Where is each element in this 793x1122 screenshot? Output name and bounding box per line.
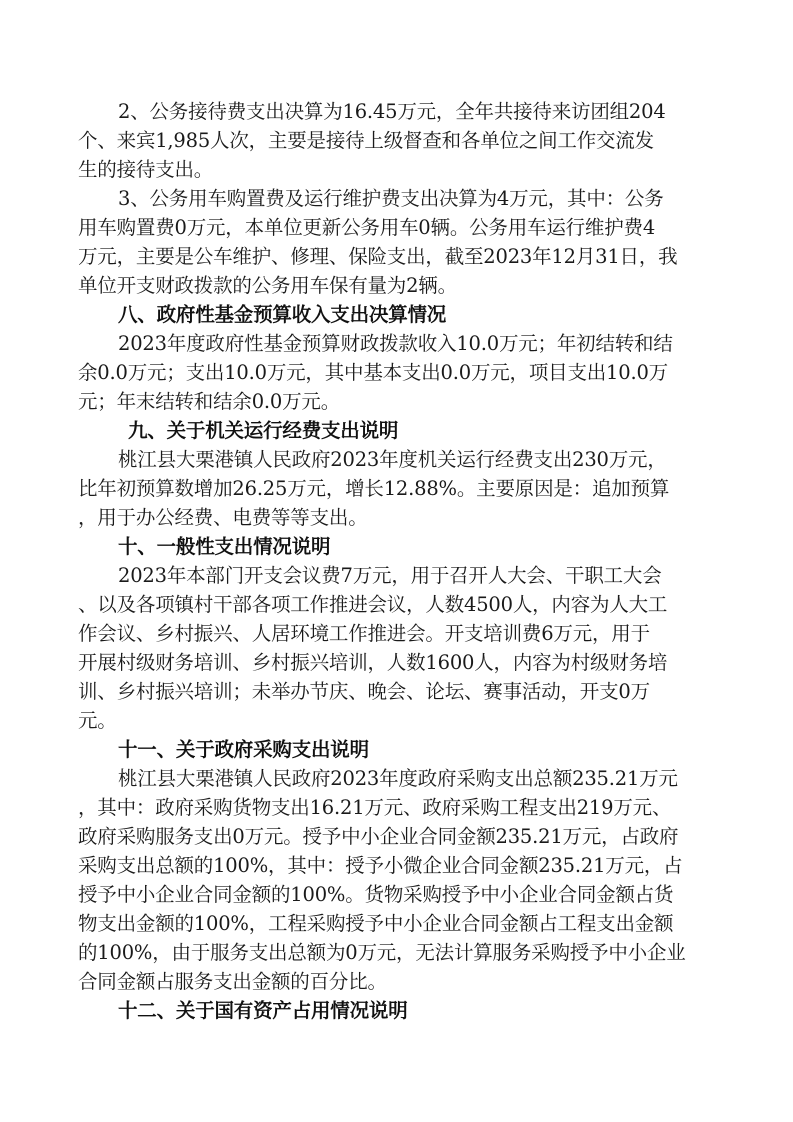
text-line: 元。: [78, 709, 117, 732]
text-line: 3、公务用车购置费及运行维护费支出决算为4万元，其中：公务: [118, 187, 664, 210]
text-line: 生的接待支出。: [78, 158, 214, 181]
text-line: 桃江县大栗港镇人民政府2023年度机关运行经费支出230万元，: [118, 448, 667, 471]
text-line: 训、乡村振兴培训；未举办节庆、晚会、论坛、赛事活动，开支0万: [78, 680, 650, 703]
text-line: 作会议、乡村振兴、人居环境工作推进会。开支培训费6万元，用于: [78, 622, 650, 645]
section-heading-9: 九、关于机关运行经费支出说明: [128, 419, 399, 442]
section-heading-10: 十、一般性支出情况说明: [118, 535, 331, 558]
text-line: 、以及各项镇村干部各项工作推进会议，人数4500人，内容为人大工: [78, 593, 668, 616]
text-line: 2、公务接待费支出决算为16.45万元，全年共接待来访团组204: [118, 100, 666, 123]
text-line: 授予中小企业合同金额的100%。货物采购授予中小企业合同金额占货: [78, 883, 674, 906]
text-line: ，其中：政府采购货物支出16.21万元、政府采购工程支出219万元、: [78, 796, 672, 819]
text-line: 元；年末结转和结余0.0万元。: [78, 390, 341, 413]
text-line: 开展村级财务培训、乡村振兴培训，人数1600人，内容为村级财务培: [78, 651, 668, 674]
text-line: 合同金额占服务支出金额的百分比。: [78, 970, 387, 993]
text-line: ，用于办公经费、电费等等支出。: [78, 506, 368, 529]
text-line: 政府采购服务支出0万元。授予中小企业合同金额235.21万元，占政府: [78, 825, 679, 848]
text-line: 2023年本部门开支会议费7万元，用于召开人大会、干职工大会: [118, 564, 662, 587]
text-line: 的100%，由于服务支出总额为0万元，无法计算服务采购授予中小企业: [78, 941, 686, 964]
section-heading-11: 十一、关于政府采购支出说明: [118, 738, 369, 761]
text-line: 采购支出总额的100%，其中：授予小微企业合同金额235.21万元，占: [78, 854, 683, 877]
text-line: 单位开支财政拨款的公务用车保有量为2辆。: [78, 274, 457, 297]
text-line: 桃江县大栗港镇人民政府2023年度政府采购支出总额235.21万元: [118, 767, 678, 790]
text-line: 用车购置费0万元，本单位更新公务用车0辆。公务用车运行维护费4: [78, 216, 656, 239]
text-line: 个、来宾1,985人次，主要是接待上级督查和各单位之间工作交流发: [78, 129, 654, 152]
text-line: 余0.0万元；支出10.0万元，其中基本支出0.0万元，项目支出10.0万: [78, 361, 668, 384]
text-line: 比年初预算数增加26.25万元，增长12.88%。主要原因是：追加预算: [78, 477, 670, 500]
section-heading-8: 八、政府性基金预算收入支出决算情况: [118, 303, 447, 326]
text-line: 物支出金额的100%，工程采购授予中小企业合同金额占工程支出金额: [78, 912, 674, 935]
section-heading-12: 十二、关于国有资产占用情况说明: [118, 999, 408, 1022]
text-line: 2023年度政府性基金预算财政拨款收入10.0万元；年初结转和结: [118, 332, 673, 355]
text-line: 万元，主要是公车维护、修理、保险支出，截至2023年12月31日，我: [78, 245, 678, 268]
